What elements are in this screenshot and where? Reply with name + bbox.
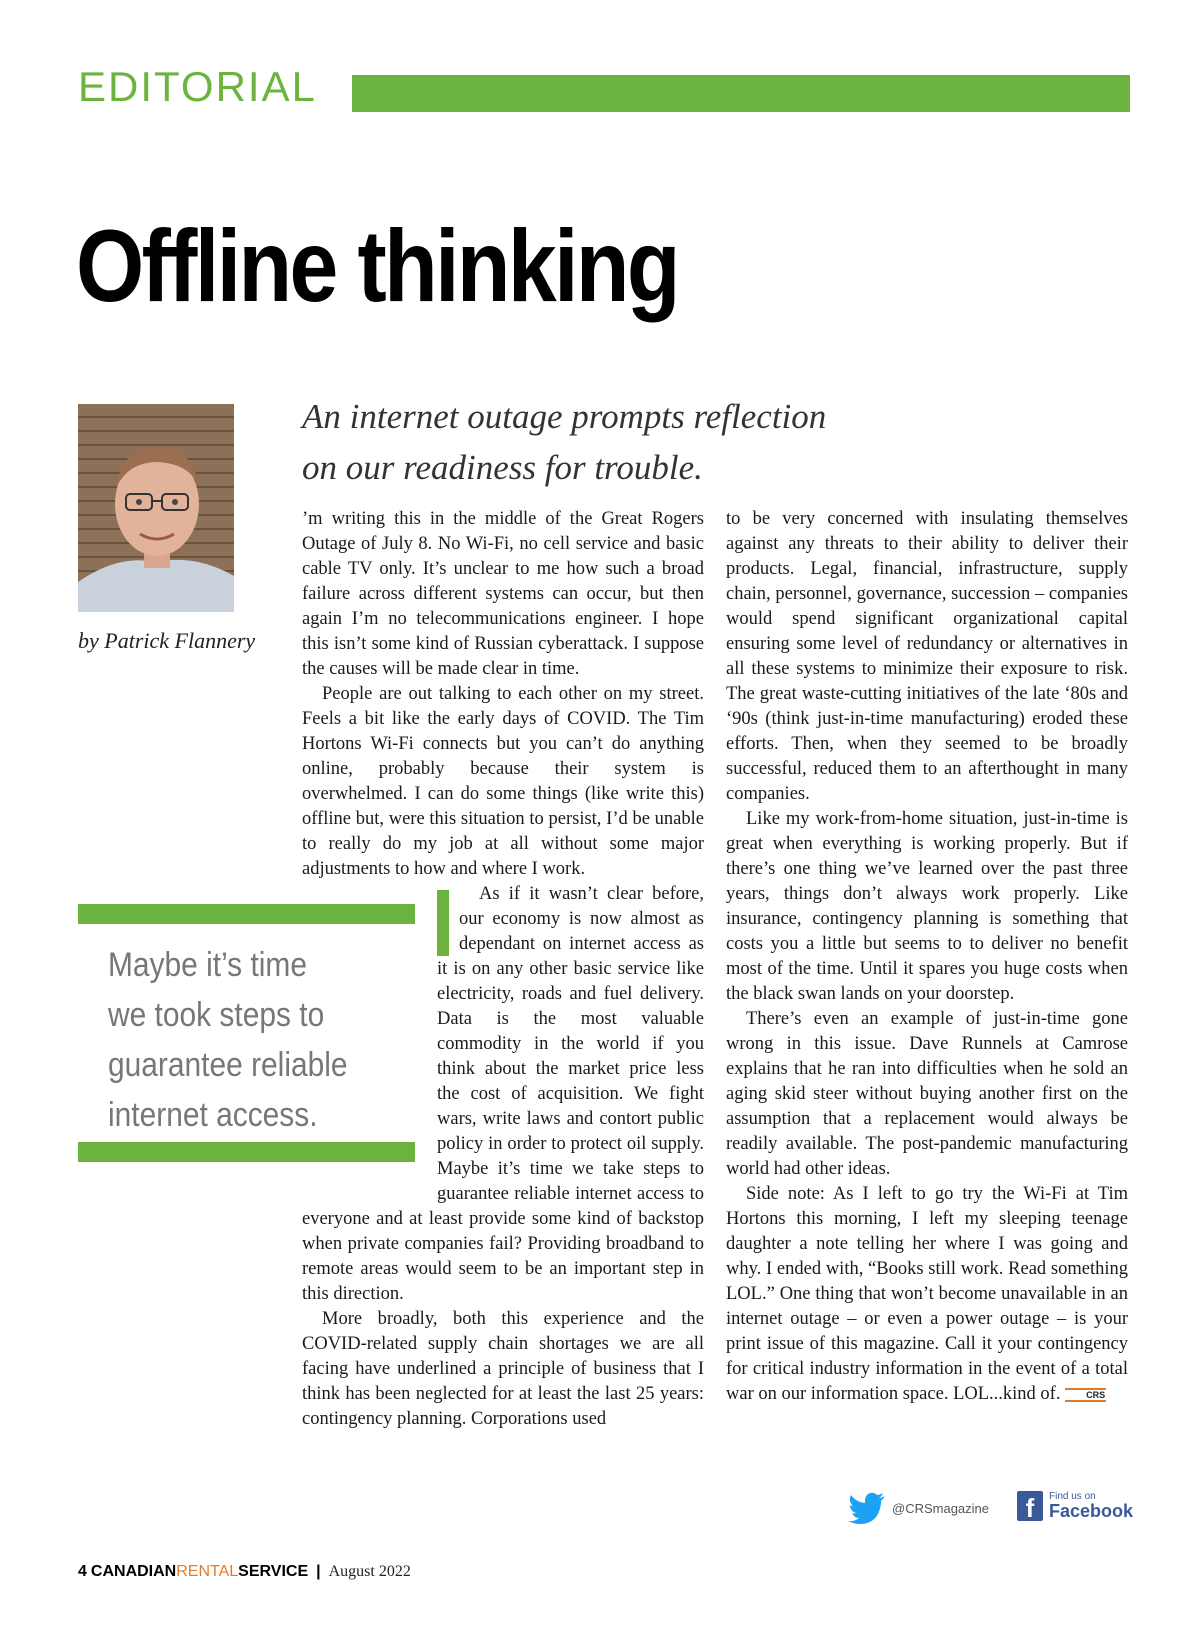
- paragraph: More broadly, both this experience and the COVID-related supply chain shortages we are all facing have underlined a principle of business that I think has been neglected for at least the last 25 years: contingency planning. Corporations used: [302, 1309, 704, 1429]
- pullquote: [108, 940, 363, 1140]
- pullquote-line: guarantee reliable: [108, 1046, 348, 1084]
- paragraph: People are out talking to each other on my street. Feels a bit like the early days of COVID. The Tim Hortons Wi-Fi connects but you can’t do anything online, probably because their system is overwhelmed. I can do some things (like write this) offline but, were this situation to persist, I’d be unable to really do my job at all without some major adjustments to how and where I work.: [302, 684, 704, 879]
- facebook-f-icon: f: [1017, 1491, 1043, 1521]
- pullquote-bottom-bar: [78, 1142, 415, 1162]
- page-footer: [78, 1563, 411, 1581]
- magazine-name-part: CANADIAN: [90, 1563, 177, 1580]
- article-deck: [302, 391, 902, 493]
- magazine-name-part: SERVICE: [238, 1563, 309, 1580]
- article-title: Offline thinking: [76, 209, 678, 323]
- facebook-link[interactable]: [1017, 1491, 1133, 1521]
- pullquote-line: internet access.: [108, 1096, 318, 1134]
- pullquote-top-bar: [78, 904, 415, 924]
- footer-separator: |: [316, 1563, 321, 1580]
- deck-line-1: An internet outage prompts reflection: [302, 397, 827, 436]
- author-portrait-icon: [78, 404, 234, 612]
- twitter-link[interactable]: [848, 1492, 989, 1524]
- pullquote-line: Maybe it’s time: [108, 946, 307, 984]
- paragraph: There’s even an example of just-in-time gone wrong in this issue. Dave Runnels at Camrose explains that he ran into difficulties when he sold an aging skid steer without buying another first on the assumption that a replacement would always be readily available. The post-pandemic manufacturing world had other ideas.: [726, 1009, 1128, 1179]
- paragraph: to be very concerned with insulating themselves against any threats to their ability to deliver their products. Legal, financial, infrastructure, supply chain, personnel, governance, succession – companies would spend significant organizational capital ensuring some level of redundancy or alternatives in all these systems to minimize their exposure to risk. The great waste-cutting initiatives of the late ‘80s and ‘90s (think just-in-time manufacturing) eroded these efforts. Then, when they seemed to be broadly successful, reduced them to an afterthought in many companies.: [726, 509, 1128, 804]
- paragraph: As if it wasn’t clear before, our economy is now almost as dependant on internet access as it is on any other basic service like electricity, roads and fuel delivery. Data is the most valuable commodity in the world if you think about the market price less the cost of acquisition. We fight wars, write laws and contort public policy in order to protect oil supply. Maybe it’s time we take steps to guarantee reliable internet access to everyone and at least provide some kind of backstop when private companies fail? Providing broadband to remote areas would seem to be an important step in this direction.: [302, 884, 704, 1304]
- paragraph: ’m writing this in the middle of the Great Rogers Outage of July 8. No Wi-Fi, no cell service and basic cable TV only. It’s unclear to me how such a broad failure across different systems can occur, but then again I’m no telecommunications engineer. I hope this isn’t some kind of Russian cyberattack. I suppose the causes will be made clear in time.: [302, 507, 704, 682]
- twitter-bird-icon: [848, 1492, 886, 1524]
- section-label: EDITORIAL: [78, 63, 317, 110]
- article-column-2: [726, 507, 1128, 1407]
- issue-date: August 2022: [328, 1563, 411, 1580]
- twitter-handle: @CRSmagazine: [892, 1500, 990, 1516]
- page-number: 4: [78, 1563, 87, 1580]
- pullquote-line: we took steps to: [108, 996, 325, 1034]
- paragraph: Side note: As I left to go try the Wi-Fi at Tim Hortons this morning, I left my sleeping teenage daughter a note telling her where I was going and why. I ended with, “Books still work. Read something LOL.” One thing that won’t become unavailable in an internet outage – or even a power outage – is your print issue of this magazine. Call it your contingency for critical industry information in the event of a total war on our information space. LOL...kind of. CRS: [726, 1184, 1128, 1404]
- deck-line-2: on our readiness for trouble.: [302, 448, 703, 487]
- author-photo: [78, 404, 234, 612]
- paragraph: Like my work-from-home situation, just-in-time is great when everything is working properly. But if there’s one thing we’ve learned over the past three years, things don’t always work properly. Like insurance, contingency planning is something that costs you a little but seems to to deliver no benefit most of the time. Until it spares you huge costs when the black swan lands on your doorstep.: [726, 809, 1128, 1004]
- drop-cap-i: [437, 890, 449, 956]
- facebook-find-us: Find us on: [1049, 1491, 1096, 1502]
- header-accent-bar: [352, 75, 1130, 112]
- end-mark-logo: CRS: [1065, 1388, 1106, 1402]
- facebook-wordmark: Facebook: [1049, 1501, 1134, 1521]
- magazine-name-part: RENTAL: [176, 1563, 239, 1580]
- byline: by Patrick Flannery: [78, 628, 256, 653]
